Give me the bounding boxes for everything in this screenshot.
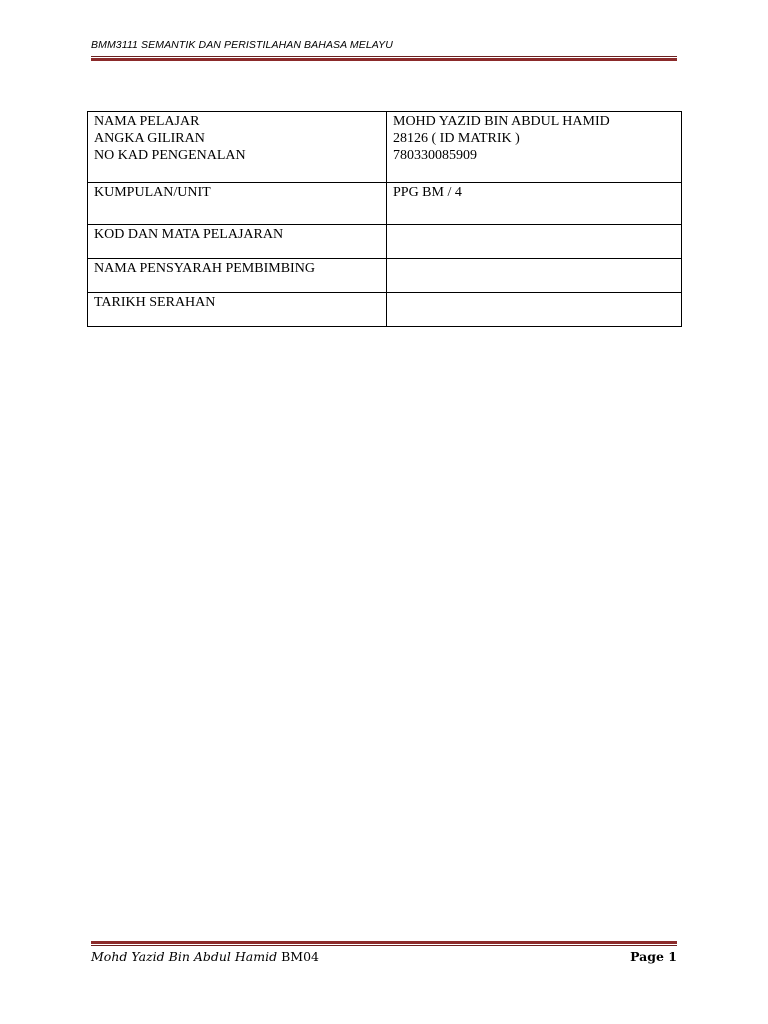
value-group-unit: PPG BM / 4 — [393, 185, 462, 200]
label-cell — [88, 112, 387, 183]
label-turn-number: ANGKA GILIRAN — [94, 131, 205, 146]
value-turn-number: 28126 ( ID MATRIK ) — [393, 131, 520, 146]
table-row — [88, 293, 682, 327]
label-cell — [88, 259, 387, 293]
value-cell — [387, 112, 682, 183]
label-cell — [88, 225, 387, 259]
label-supervisor: NAMA PENSYARAH PEMBIMBING — [94, 261, 315, 276]
header-rule-thin — [91, 56, 677, 57]
footer-author: Mohd Yazid Bin Abdul Hamid — [91, 949, 278, 964]
page-number: Page 1 — [630, 949, 677, 964]
value-cell — [387, 259, 682, 293]
label-cell — [88, 293, 387, 327]
value-student-name: MOHD YAZID BIN ABDUL HAMID — [393, 114, 610, 129]
value-cell — [387, 293, 682, 327]
table-row — [88, 225, 682, 259]
footer-author-line — [91, 949, 319, 964]
label-cell — [88, 183, 387, 225]
header-title: BMM3111 SEMANTIK DAN PERISTILAHAN BAHASA MELAYU — [91, 39, 393, 51]
footer-rule-thin — [91, 945, 677, 946]
value-cell — [387, 225, 682, 259]
label-ic-number: NO KAD PENGENALAN — [94, 148, 246, 163]
header-rule-thick — [91, 58, 677, 61]
label-submission-date: TARIKH SERAHAN — [94, 295, 216, 310]
footer-group: BM04 — [281, 949, 319, 964]
value-cell — [387, 183, 682, 225]
footer-rule-thick — [91, 941, 677, 944]
label-student-name: NAMA PELAJAR — [94, 114, 200, 129]
table-row — [88, 259, 682, 293]
value-ic-number: 780330085909 — [393, 148, 477, 163]
label-course-code: KOD DAN MATA PELAJARAN — [94, 227, 284, 242]
table-row — [88, 112, 682, 183]
table-row — [88, 183, 682, 225]
label-group-unit: KUMPULAN/UNIT — [94, 185, 211, 200]
student-info-table — [87, 111, 682, 327]
